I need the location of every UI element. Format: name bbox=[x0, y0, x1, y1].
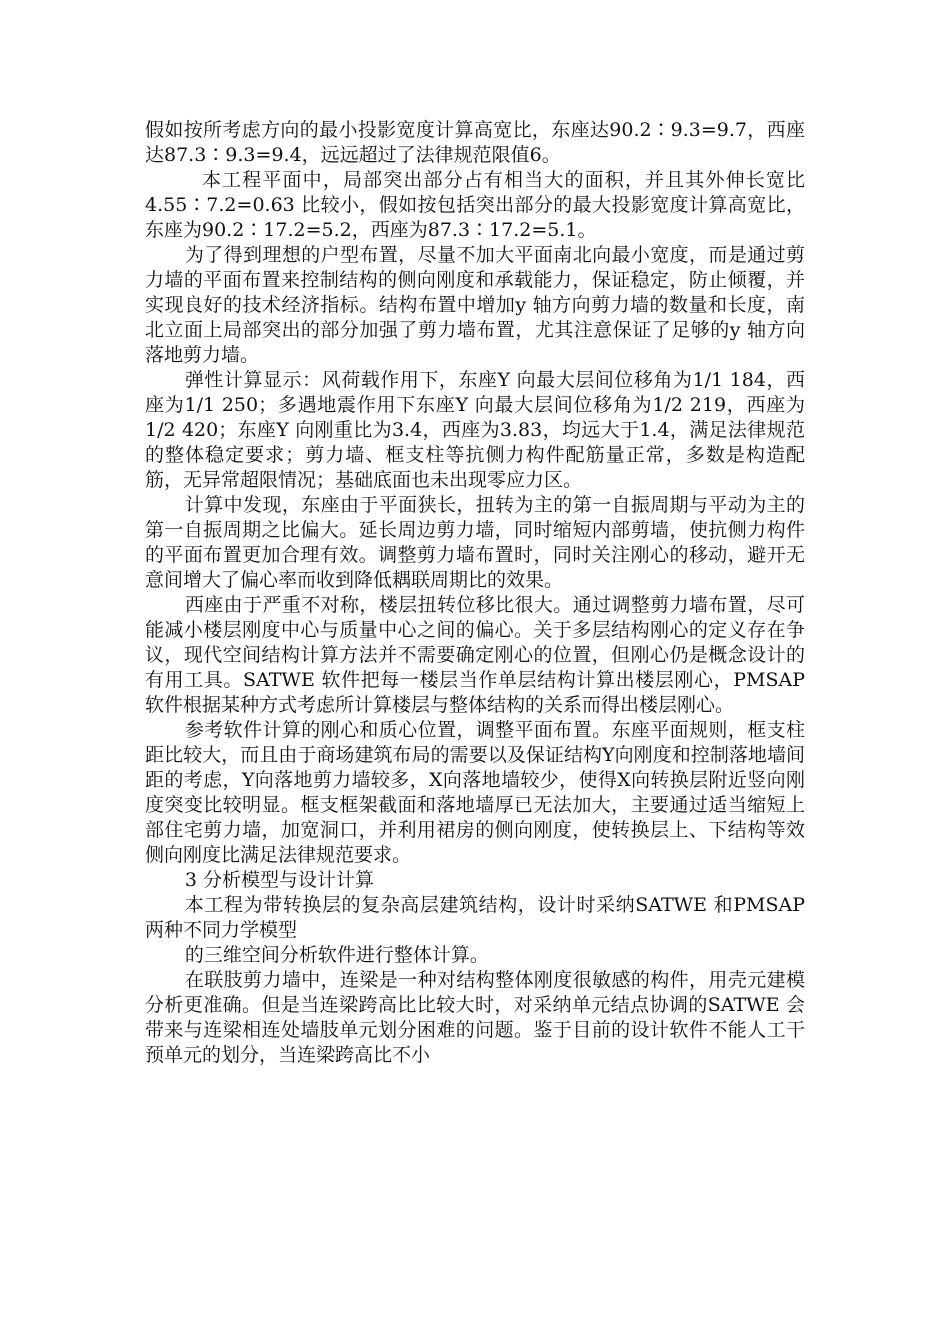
paragraph-plan-adjustment: 参考软件计算的刚心和质心位置，调整平面布置。东座平面规则，框支柱距比较大，而且由于商场建筑布局的需要以及保证结构Y向刚度和控制落地墙间距的考虑，Y向落地剪力墙较多，X向落地墙较少，使得X向转换层附近竖向刚度突变比较明显。框支框架截面和落地墙厚已无法加大，主要通过适当缩短上部住宅剪力墙，加宽洞口，并利用裙房的侧向刚度，使转换层上、下结构等效侧向刚度比满足法律规范要求。 bbox=[145, 719, 805, 866]
section-heading-analysis-model: 3 分析模型与设计计算 bbox=[184, 869, 375, 891]
paragraph-coupling-beam: 在联肢剪力墙中，连梁是一种对结构整体刚度很敏感的构件，用壳元建模分析更准确。但是当连梁跨高比比较大时，对采纳单元结点协调的SATWE 会带来与连梁相连处墙肢单元划分困难的问题。鉴于目前的设计软件不能人工干预单元的划分，当连梁跨高比不小 bbox=[145, 969, 805, 1066]
paragraph-software-intro: 本工程为带转换层的复杂高层建筑结构，设计时采纳SATWE 和PMSAP 两种不同力学模型 bbox=[145, 894, 805, 941]
paragraph-elastic-calculation: 弹性计算显示：风荷载作用下，东座Y 向最大层间位移角为1/1 184，西座为1/1 250；多遇地震作用下东座Y 向最大层间位移角为1/2 219，西座为1/2 420；东座Y 向刚重比为3.4，西座为3.83，均远大于1.4，满足法律规范的整体稳定要求；剪力墙、框支柱等抗侧力构件配筋量正常，多数是构造配筋，无异常超限情况；基础底面也未出现零应力区。 bbox=[145, 369, 805, 491]
paragraph-east-block-period: 计算中发现，东座由于平面狭长，扭转为主的第一自振周期与平动为主的第一自振周期之比偏大。延长周边剪力墙，同时缩短内部剪墙，使抗侧力构件的平面布置更加合理有效。调整剪力墙布置时，同时关注刚心的移动，避开无意间增大了偏心率而收到降低耦联周期比的效果。 bbox=[145, 494, 805, 591]
paragraph-aspect-ratio-maximum: 本工程平面中，局部突出部分占有相当大的面积，并且其外伸长宽比4.55∶7.2=0.63 比较小，假如按包括突出部分的最大投影宽度计算高宽比，东座为90.2∶17.2=5.2，西座为87.3∶17.2=5.1。 bbox=[145, 169, 805, 241]
paragraph-aspect-ratio-minimum: 假如按所考虑方向的最小投影宽度计算高宽比，东座达90.2∶9.3=9.7，西座达87.3∶9.3=9.4，远远超过了法律规范限值6。 bbox=[145, 119, 805, 166]
paragraph-shear-wall-layout: 为了得到理想的户型布置，尽量不加大平面南北向最小宽度，而是通过剪力墙的平面布置来控制结构的侧向刚度和承载能力，保证稳定，防止倾覆，并实现良好的技术经济指标。结构布置中增加y 轴方向剪力墙的数量和长度，南北立面上局部突出的部分加强了剪力墙布置，尤其注意保证了足够的y 轴方向落地剪力墙。 bbox=[145, 244, 805, 366]
paragraph-west-block-torsion: 西座由于严重不对称，楼层扭转位移比很大。通过调整剪力墙布置，尽可能减小楼层刚度中心与质量中心之间的偏心。关于多层结构刚心的定义存在争议，现代空间结构计算方法并不需要确定刚心的位置，但刚心仍是概念设计的有用工具。SATWE 软件把每一楼层当作单层结构计算出楼层刚心，PMSAP 软件根据某种方式考虑所计算楼层与整体结构的关系而得出楼层刚心。 bbox=[145, 594, 805, 716]
paragraph-software-intro-continued: 的三维空间分析软件进行整体计算。 bbox=[184, 944, 489, 966]
document-body bbox=[145, 118, 805, 1068]
